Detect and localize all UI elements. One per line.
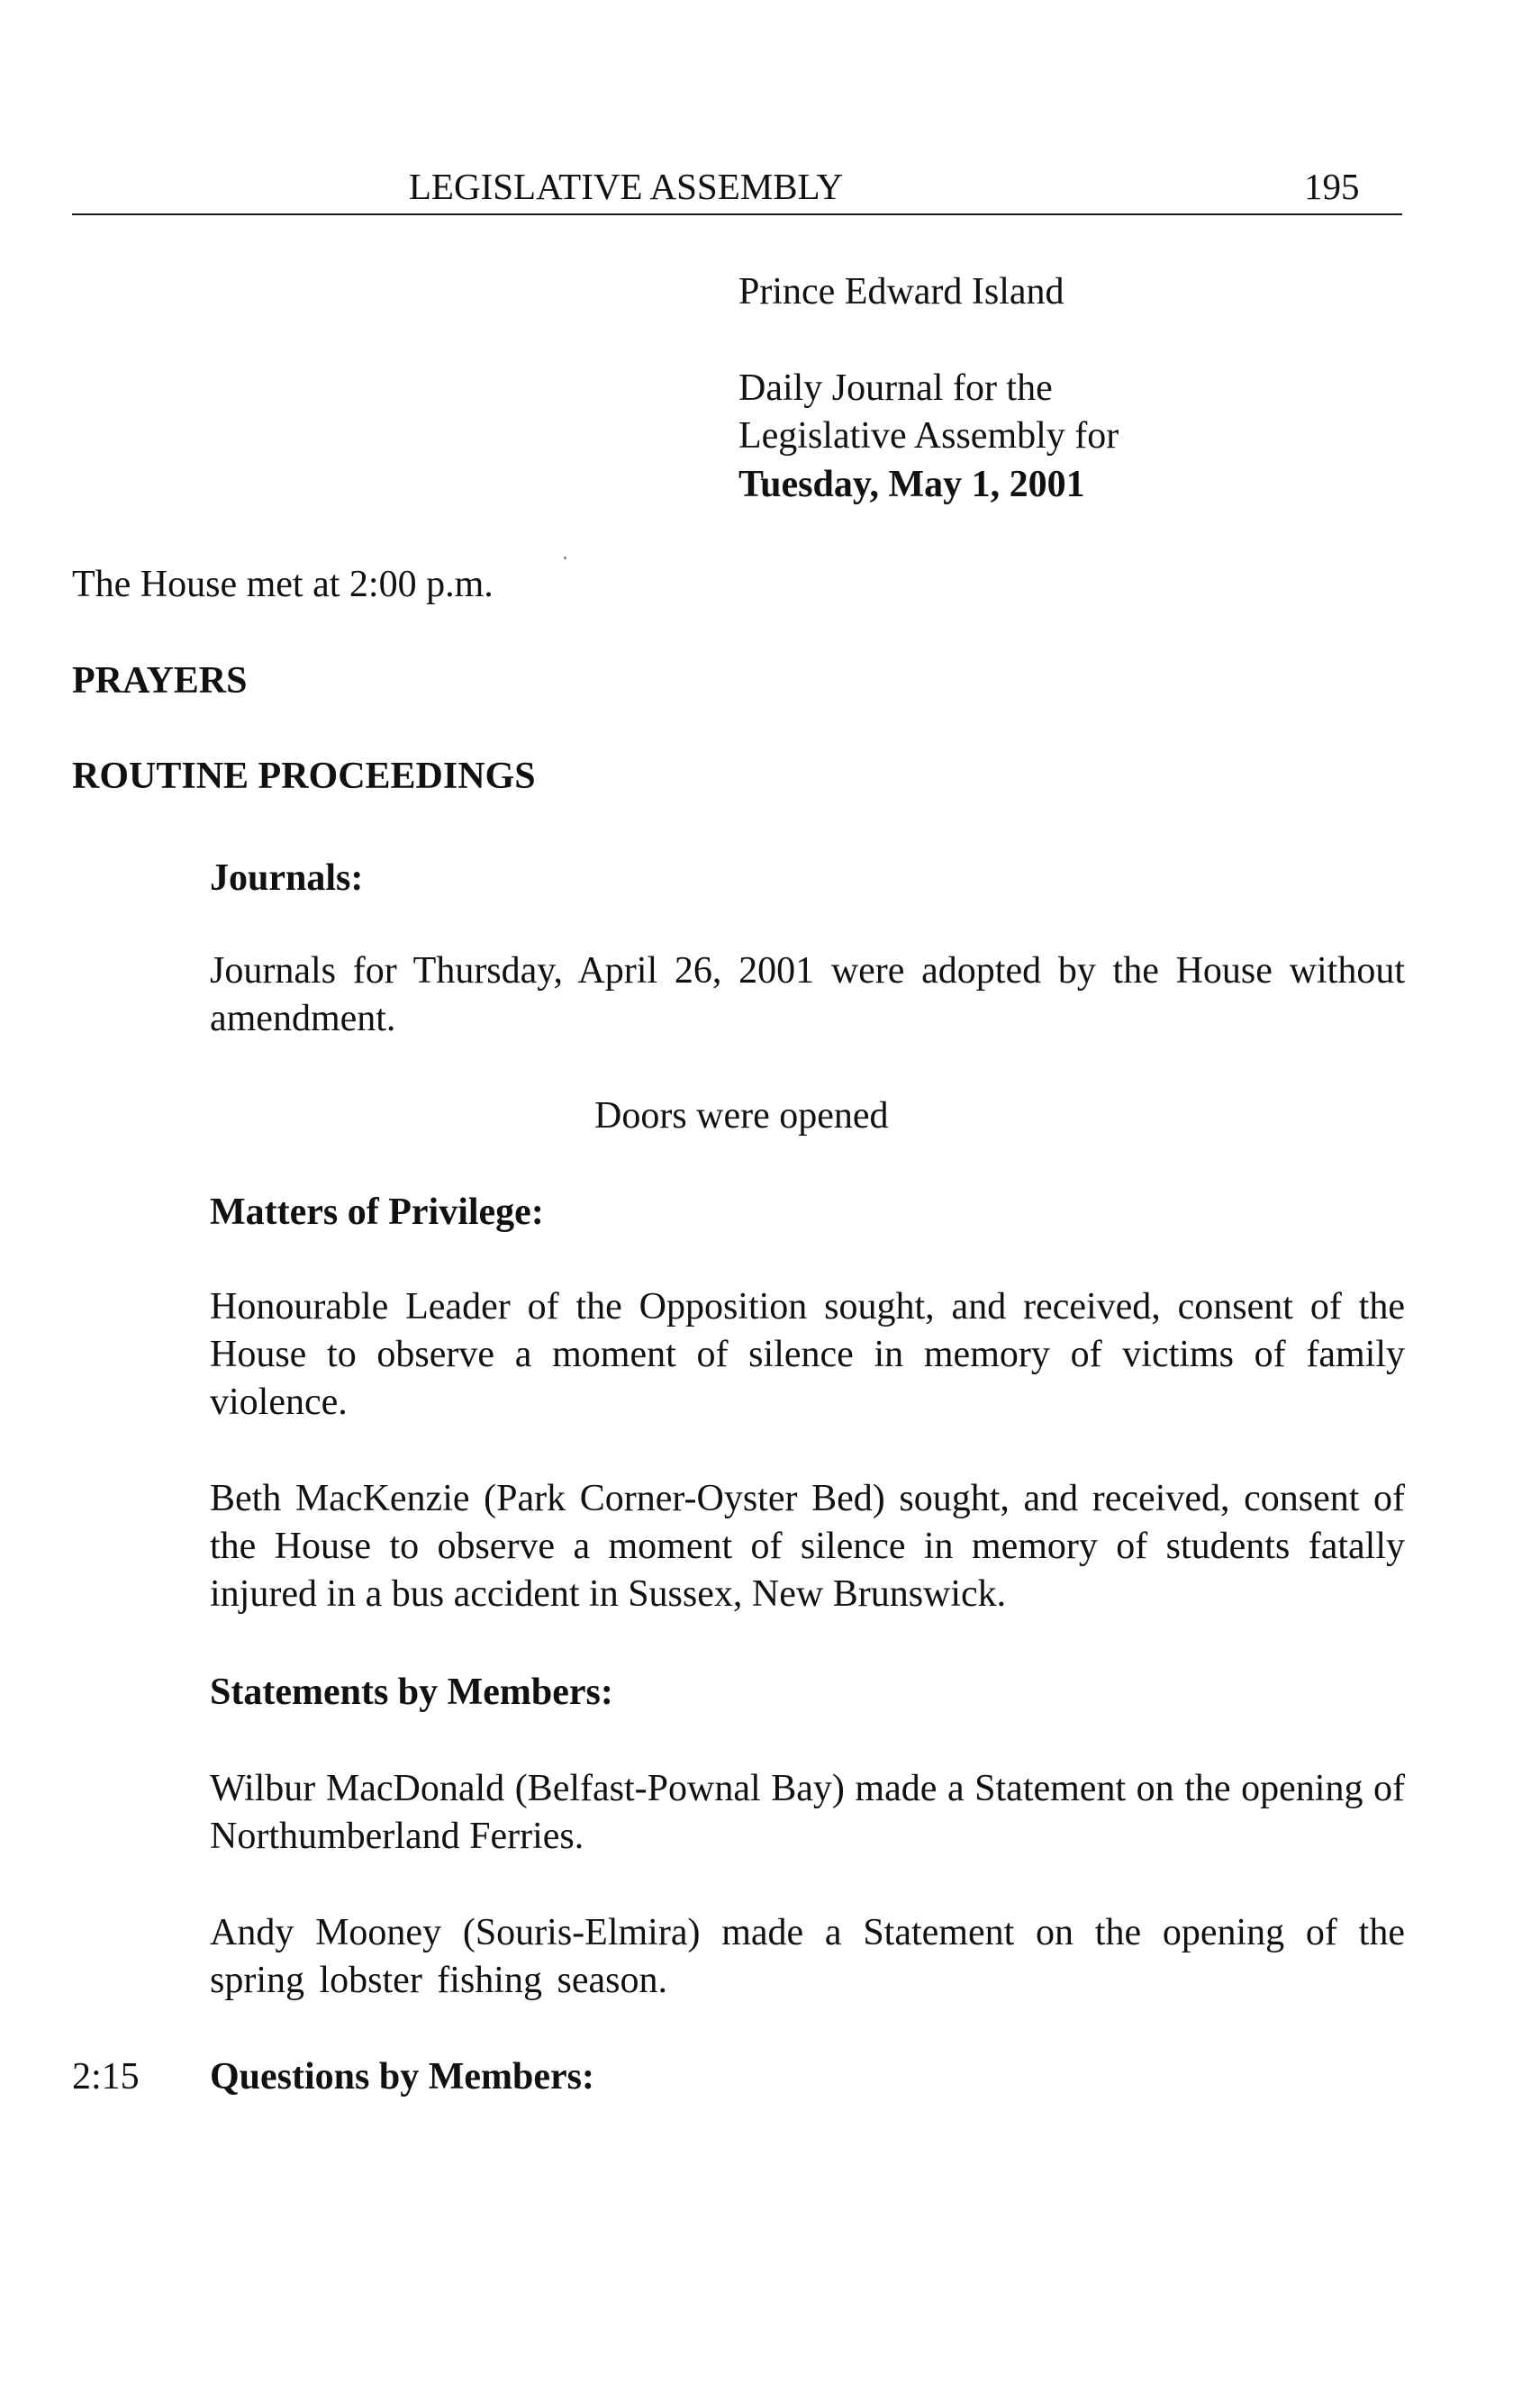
header-rule: [72, 213, 1402, 215]
journal-title-line-2: Legislative Assembly for: [738, 415, 1119, 457]
statements-paragraph-1: Wilbur MacDonald (Belfast-Pownal Bay) made a Statement on the opening of Northumberland Ferries.: [210, 1768, 1405, 1857]
heading-matters-of-privilege: Matters of Privilege:: [210, 1191, 544, 1233]
journal-title-line-1: Daily Journal for the: [738, 367, 1053, 409]
running-title: LEGISLATIVE ASSEMBLY: [408, 166, 844, 207]
heading-statements-by-members: Statements by Members:: [210, 1672, 613, 1713]
heading-questions-by-members: Questions by Members:: [210, 2056, 594, 2098]
speck-mark: [564, 557, 566, 559]
sitting-time: The House met at 2:00 p.m.: [72, 564, 494, 605]
doors-opened-note: Doors were opened: [594, 1095, 889, 1137]
province-name: Prince Edward Island: [738, 271, 1064, 313]
journal-date: Tuesday, May 1, 2001: [738, 464, 1085, 505]
questions-time-margin: 2:15: [72, 2056, 140, 2098]
page-number: 195: [1304, 166, 1360, 207]
heading-prayers: PRAYERS: [72, 660, 248, 702]
privilege-paragraph-2: Beth MacKenzie (Park Corner-Oyster Bed) sought, and received, consent of the House to observe a moment of silence in memory of students fatally injured in a bus accident in Sussex, New Brunswick.: [210, 1478, 1405, 1615]
journals-paragraph: Journals for Thursday, April 26, 2001 were adopted by the House without amendment.: [210, 950, 1405, 1039]
privilege-paragraph-1: Honourable Leader of the Opposition sought, and received, consent of the House to observe a moment of silence in memory of victims of family violence.: [210, 1286, 1405, 1423]
heading-routine-proceedings: ROUTINE PROCEEDINGS: [72, 756, 536, 797]
heading-journals: Journals:: [210, 857, 364, 899]
statements-paragraph-2: Andy Mooney (Souris-Elmira) made a Statement on the opening of the spring lobster fishing season.: [210, 1912, 1405, 2001]
